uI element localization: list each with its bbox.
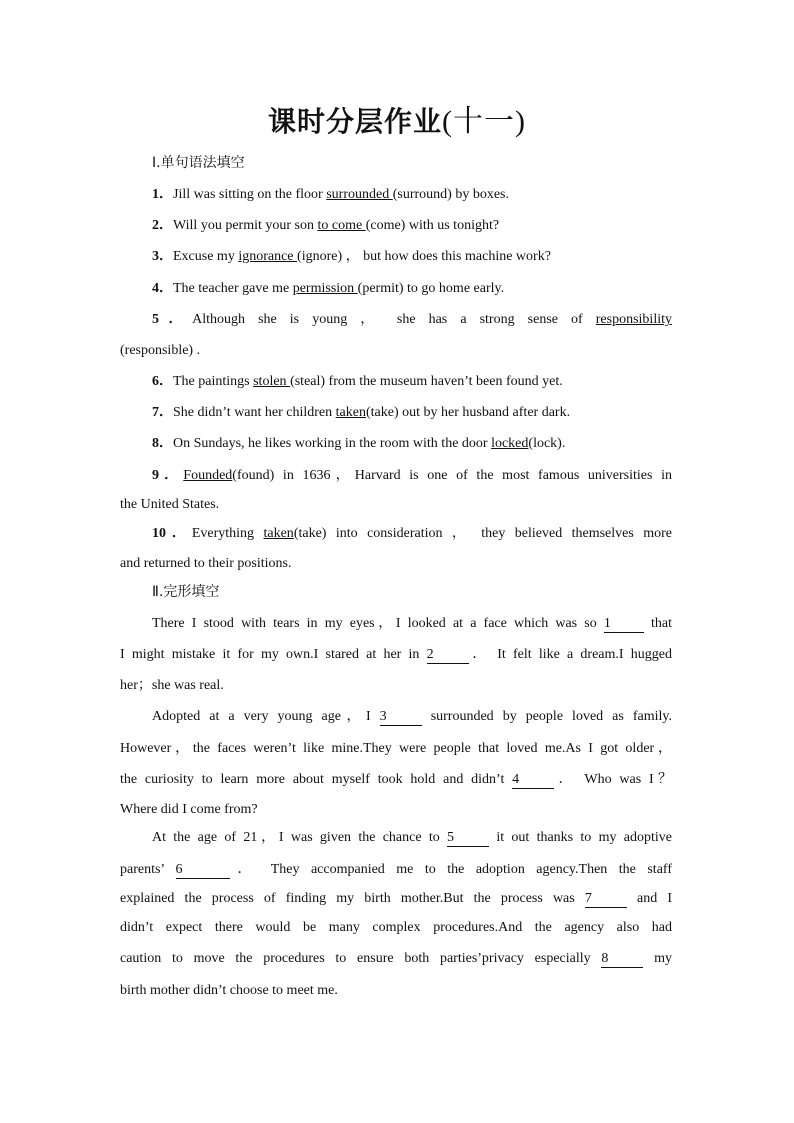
answer-8: locked <box>491 436 529 451</box>
passage-line: However，the faces weren’t like mine.They were people that loved me.As I got older， <box>120 741 672 756</box>
cloze-blank-7[interactable]: 7 <box>585 891 627 908</box>
question-8: 8．On Sundays, he likes working in the room with the door locked(lock). <box>152 436 566 451</box>
passage-line: parents’ 6 ． They accompanied me to the adoption agency.Then the staff <box>120 862 672 877</box>
section-heading-cloze: Ⅱ.完形填空 <box>152 584 220 600</box>
answer-9: Founded <box>183 468 233 483</box>
passage-line: birth mother didn’t choose to meet me. <box>120 983 338 998</box>
passage-line: didn’t expect there would be many complex procedures.And the agency also had <box>120 920 672 935</box>
question-3: 3．Excuse my ignorance (ignore) ， but how does this machine work? <box>152 249 551 264</box>
question-2: 2．Will you permit your son to come (come) with us tonight? <box>152 218 500 233</box>
cloze-blank-4[interactable]: 4 <box>512 772 554 789</box>
answer-2: to come <box>317 218 366 233</box>
answer-3: ignorance <box>238 249 298 264</box>
answer-6: stolen <box>253 374 291 389</box>
question-9: 9．Founded(found) in 1636，Harvard is one of the most famous universities in <box>152 468 672 483</box>
cloze-blank-5[interactable]: 5 <box>447 830 489 847</box>
cloze-blank-2[interactable]: 2 <box>427 647 469 664</box>
title-main: 课时分层作业 <box>268 105 443 138</box>
question-6: 6．The paintings stolen (steal) from the museum haven’t been found yet. <box>152 374 563 389</box>
answer-7: taken <box>335 405 366 420</box>
question-10: 10．Everything taken(take) into consideration ， they believed themselves more <box>152 526 673 541</box>
title-paren: (十一) <box>442 105 526 138</box>
question-9-cont: the United States. <box>120 497 220 512</box>
answer-4: permission <box>292 281 358 296</box>
cloze-blank-3[interactable]: 3 <box>380 709 422 726</box>
passage-line: caution to move the procedures to ensure both parties’privacy especially 8 my <box>120 951 673 966</box>
answer-10: taken <box>263 526 294 541</box>
passage-line: Adopted at a very young age，I 3 surrounded by people loved as family. <box>152 709 672 724</box>
passage-line: I might mistake it for my own.I stared at her in 2 ． It felt like a dream.I hugged <box>120 647 672 662</box>
passage-line: Where did I come from? <box>120 802 258 817</box>
question-10-cont: and returned to their positions. <box>120 556 292 571</box>
question-4: 4．The teacher gave me permission (permit) to go home early. <box>152 281 505 296</box>
question-5-cont: (responsible) . <box>120 343 201 358</box>
section-heading-grammar: Ⅰ.单句语法填空 <box>152 155 245 171</box>
page-title <box>0 96 794 140</box>
question-1: 1．Jill was sitting on the floor surrounded (surround) by boxes. <box>152 187 509 202</box>
passage-line: At the age of 21，I was given the chance to 5 it out thanks to my adoptive <box>152 830 672 845</box>
cloze-blank-8[interactable]: 8 <box>601 951 643 968</box>
cloze-blank-1[interactable]: 1 <box>604 616 644 633</box>
answer-5: responsibility <box>595 312 672 327</box>
question-7: 7．She didn’t want her children taken(take) out by her husband after dark. <box>152 405 571 420</box>
passage-line: her；she was real. <box>120 678 224 693</box>
passage-line: explained the process of finding my birth mother.But the process was 7 and I <box>120 891 672 906</box>
passage-line: the curiosity to learn more about myself took hold and didn’t 4 ． Who was I？ <box>120 772 672 787</box>
answer-1: surrounded <box>326 187 393 202</box>
cloze-blank-6[interactable]: 6 <box>176 862 230 879</box>
passage-line: There I stood with tears in my eyes，I looked at a face which was so 1 that <box>152 616 672 631</box>
question-5: 5．Although she is young ， she has a strong sense of responsibility <box>152 312 672 327</box>
